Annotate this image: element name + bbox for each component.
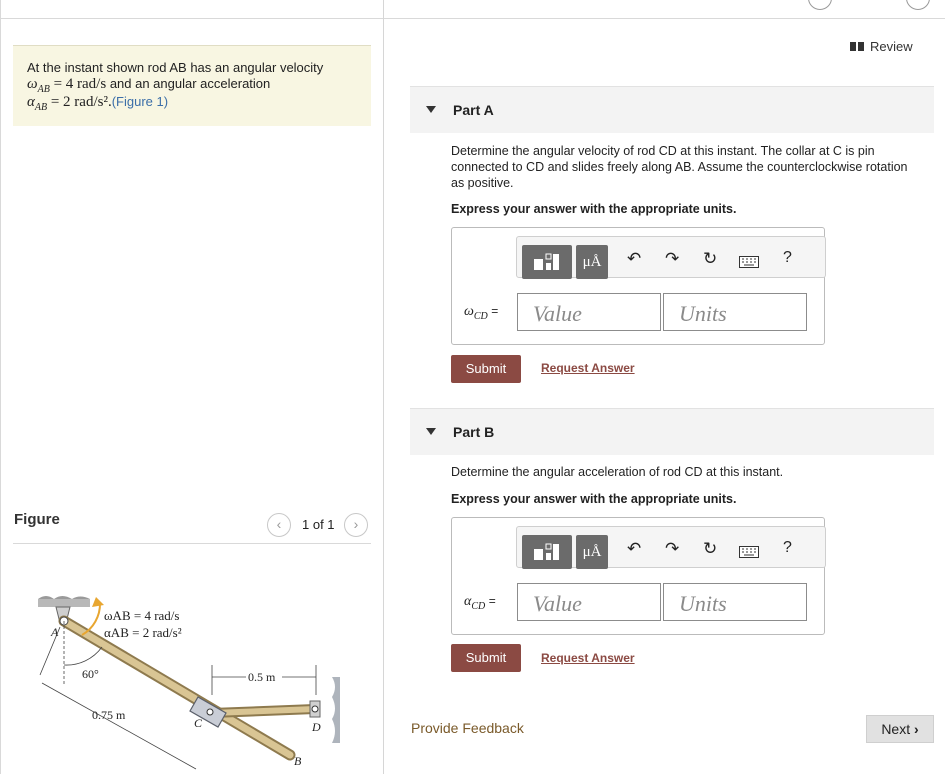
help-icon[interactable]: ? xyxy=(783,539,792,556)
pin-d xyxy=(312,706,318,712)
part-b-question: Determine the angular acceleration of rod CD at this instant. xyxy=(451,465,784,479)
label-omega: ωAB = 4 rad/s xyxy=(104,608,180,623)
part-b-header[interactable] xyxy=(410,408,934,455)
reset-icon[interactable]: ↻ xyxy=(703,249,718,268)
part-a-instruction: Express your answer with the appropriate units. xyxy=(451,202,737,216)
problem-intro: At the instant shown rod AB has an angular velocity xyxy=(27,60,324,75)
provide-feedback-link[interactable]: Provide Feedback xyxy=(411,720,524,736)
templates-icon xyxy=(532,541,562,563)
part-b-instruction: Express your answer with the appropriate units. xyxy=(451,492,737,506)
collapse-caret-icon xyxy=(426,106,436,113)
part-a-answer-box xyxy=(451,227,825,345)
collapse-caret-icon xyxy=(426,428,436,435)
label-b: B xyxy=(294,754,302,768)
part-a-units-input[interactable]: Units xyxy=(663,293,807,331)
problem-alpha-line: $\alpha_{AB} = 2$ rad/s².(Figure 1) xyxy=(27,94,169,113)
figure-next-button[interactable]: › xyxy=(344,513,368,537)
wall-d xyxy=(332,677,340,743)
top-nav-circle-button[interactable] xyxy=(808,0,832,10)
problem-omega-line: $\omega_{AB} = 4$ rad/s and an angular acceleration xyxy=(27,76,271,95)
part-a-request-answer-link[interactable]: Request Answer xyxy=(541,361,635,375)
review-link[interactable]: Review xyxy=(850,39,913,54)
part-b-request-answer-link[interactable]: Request Answer xyxy=(541,651,635,665)
part-b-variable-label: $\alpha_{CD}$ = xyxy=(464,594,496,612)
keyboard-icon[interactable] xyxy=(739,543,759,563)
label-length-cd: 0.5 m xyxy=(248,670,276,684)
book-icon xyxy=(850,41,864,52)
templates-button[interactable] xyxy=(522,245,572,279)
label-d: D xyxy=(312,720,321,734)
part-a-submit-button[interactable]: Submit xyxy=(451,355,521,383)
label-alpha: αAB = 2 rad/s² xyxy=(104,625,182,640)
part-a-variable-label: $\omega_{CD}$ = xyxy=(464,304,499,322)
left-edge-border xyxy=(0,0,1,774)
help-icon[interactable]: ? xyxy=(783,249,792,266)
reset-icon[interactable]: ↻ xyxy=(703,539,718,558)
figure-link[interactable]: (Figure 1) xyxy=(111,94,169,109)
templates-button[interactable] xyxy=(522,535,572,569)
redo-icon[interactable]: ↷ xyxy=(665,249,680,268)
angle-arc xyxy=(64,647,102,665)
part-b-submit-button[interactable]: Submit xyxy=(451,644,521,672)
part-a-value-input[interactable]: Value xyxy=(517,293,661,331)
part-a-toolbar xyxy=(516,236,826,278)
part-a-header[interactable] xyxy=(410,86,934,133)
part-b-title: Part B xyxy=(453,424,495,440)
undo-icon[interactable]: ↶ xyxy=(627,249,642,268)
units-button[interactable]: μÅ xyxy=(576,245,608,279)
templates-icon xyxy=(532,251,562,273)
keyboard-icon[interactable] xyxy=(739,253,759,273)
figure-pager: 1 of 1 xyxy=(302,517,335,532)
top-nav-circle-button[interactable] xyxy=(906,0,930,10)
undo-icon[interactable]: ↶ xyxy=(627,539,642,558)
part-b-units-input[interactable]: Units xyxy=(663,583,807,621)
next-button[interactable]: Next › xyxy=(866,715,934,743)
chevron-right-icon: › xyxy=(914,721,919,737)
label-angle: 60° xyxy=(82,667,99,681)
redo-icon[interactable]: ↷ xyxy=(665,539,680,558)
figure-prev-button[interactable]: ‹ xyxy=(267,513,291,537)
units-button[interactable]: μÅ xyxy=(576,535,608,569)
label-length-ab: 0.75 m xyxy=(92,708,126,722)
part-b-answer-box xyxy=(451,517,825,635)
mechanism-figure xyxy=(20,585,360,774)
part-b-toolbar xyxy=(516,526,826,568)
part-b-value-input[interactable]: Value xyxy=(517,583,661,621)
panel-divider xyxy=(383,0,384,774)
label-c: C xyxy=(194,716,203,730)
problem-statement xyxy=(13,45,371,126)
part-a-title: Part A xyxy=(453,102,494,118)
label-a: A xyxy=(51,625,59,639)
figure-divider xyxy=(13,543,371,544)
part-a-question: Determine the angular velocity of rod CD at this instant. The collar at C is pin connected to CD and slides freely along AB. Assume the counterclockwise rotation as positive. xyxy=(451,144,908,190)
top-divider xyxy=(0,18,945,19)
figure-title: Figure xyxy=(14,511,60,528)
ground-support-a xyxy=(38,599,90,607)
